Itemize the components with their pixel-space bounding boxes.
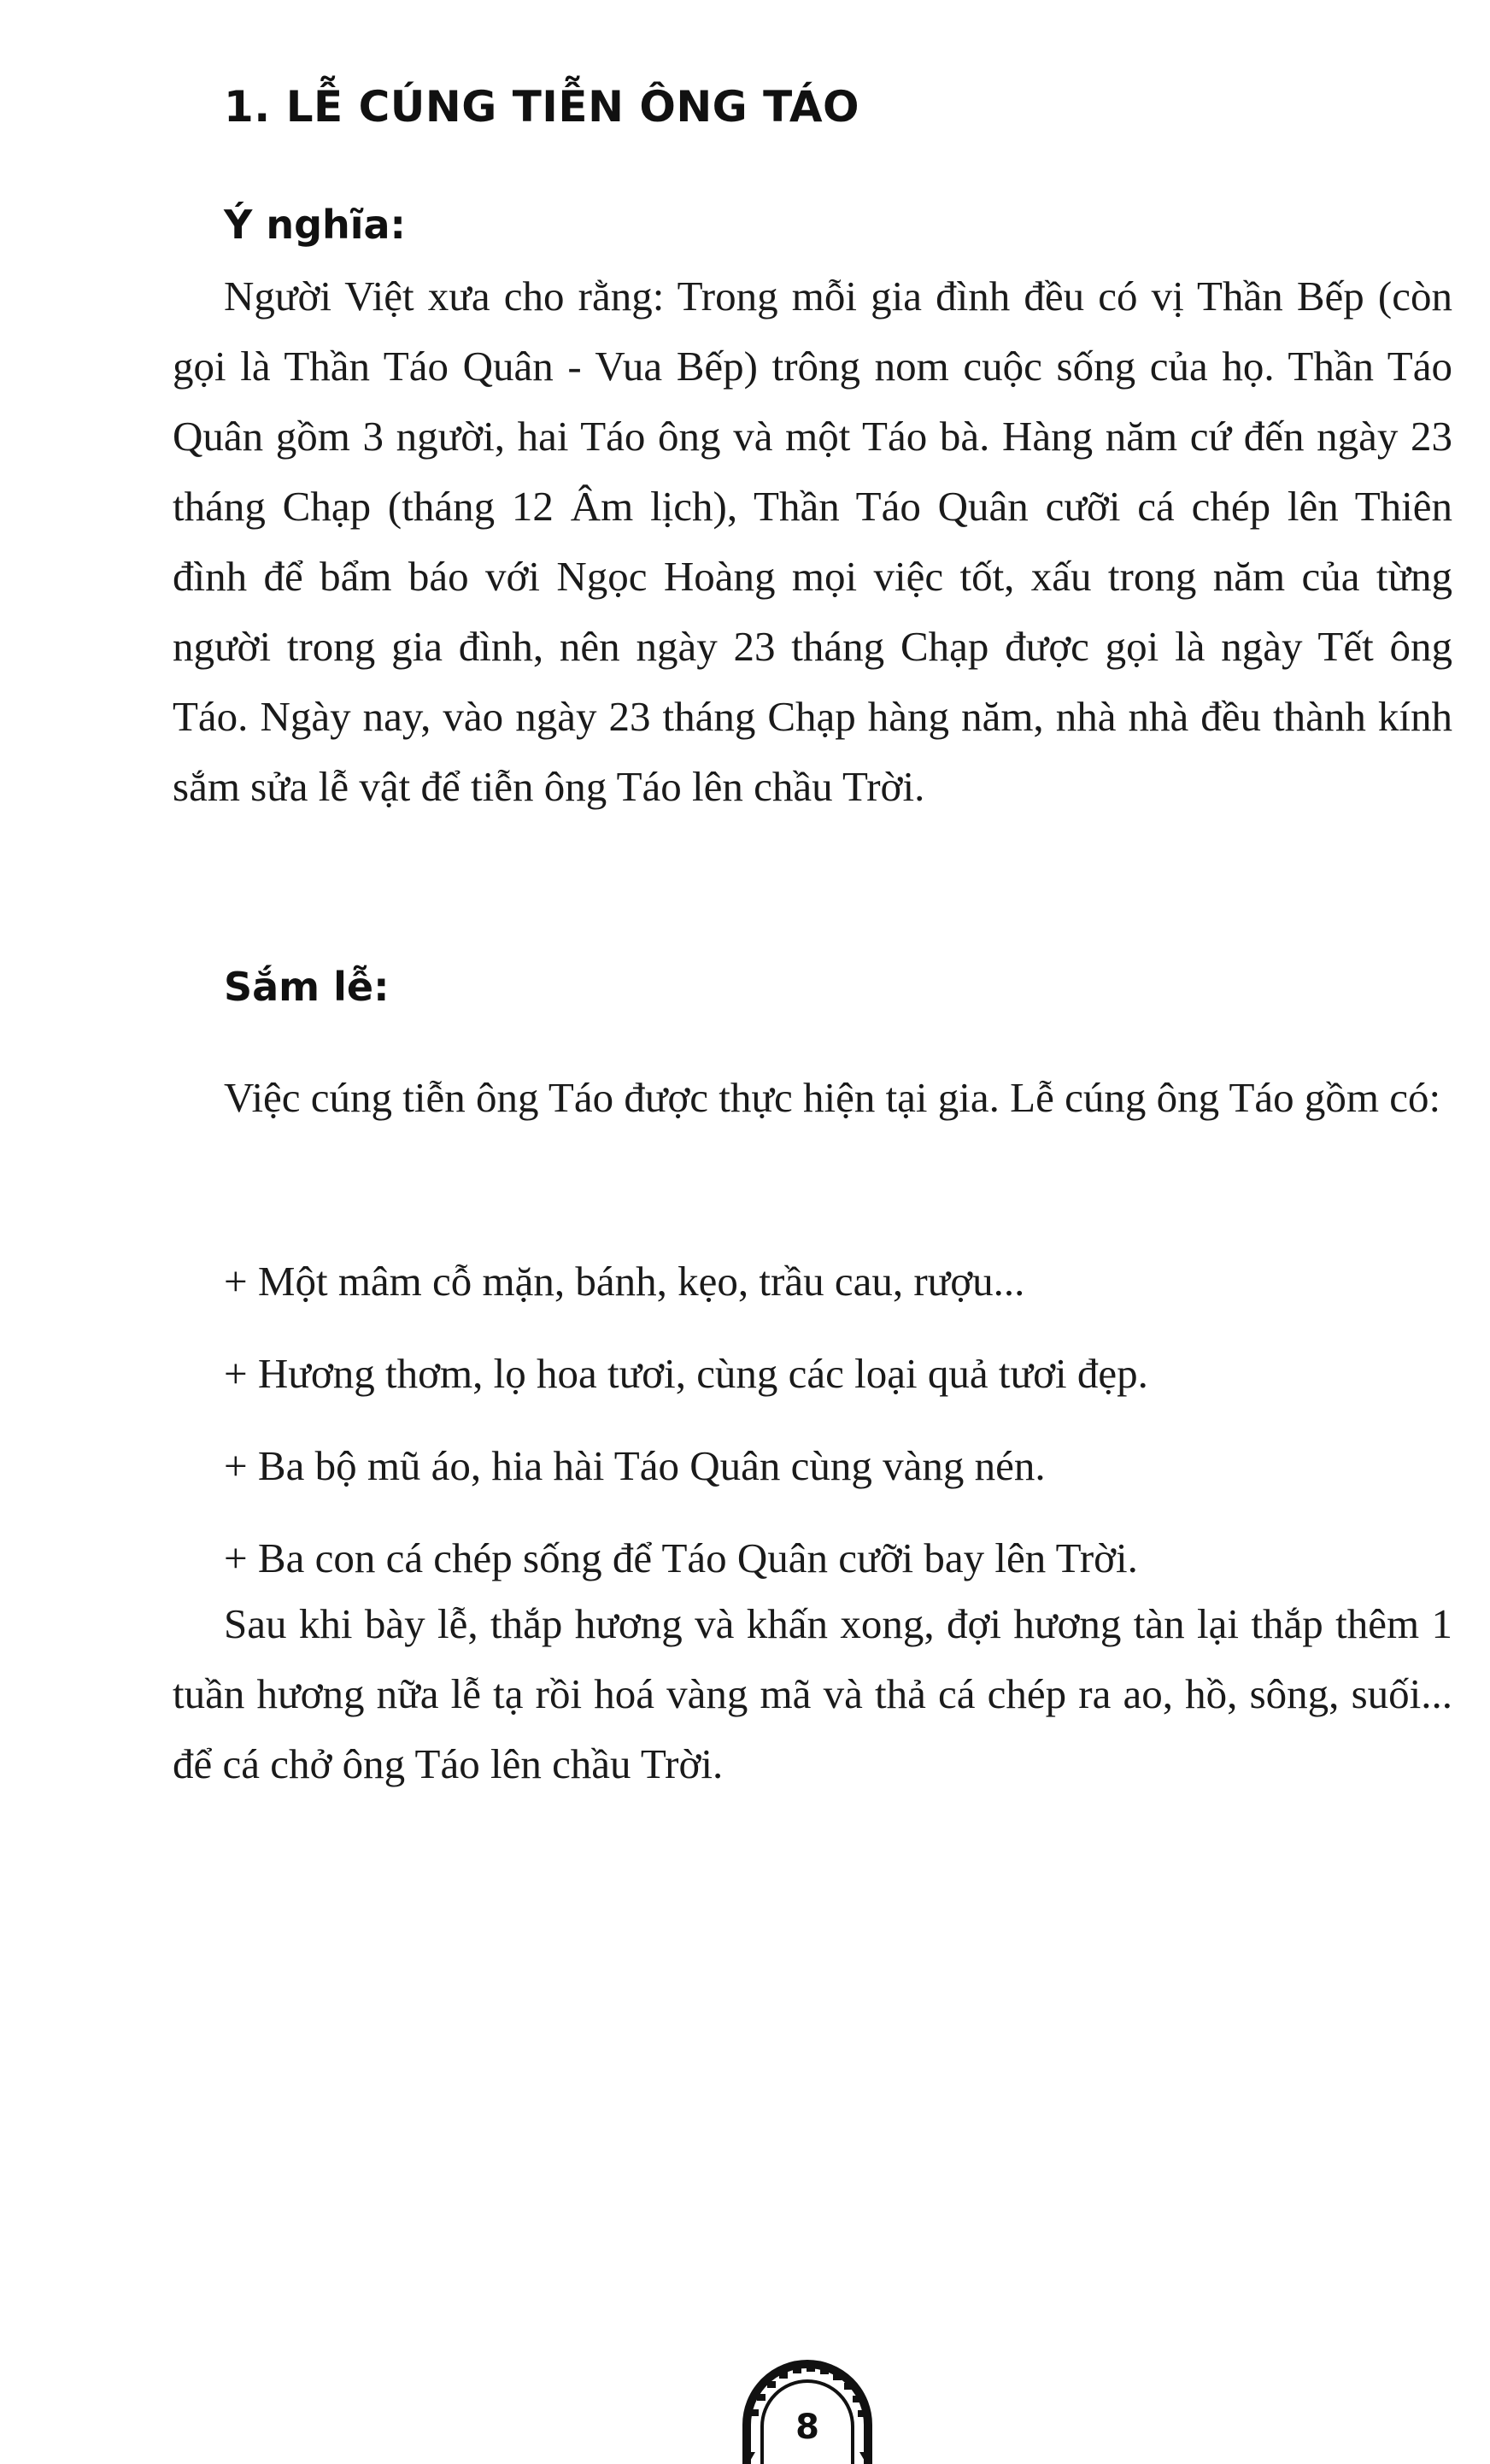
meaning-paragraph: Người Việt xưa cho rằng: Trong mỗi gia đình đều có vị Thần Bếp (còn gọi là Thần Táo Quân - Vua Bếp) trông nom cuộc sống của họ. Thần Táo Quân gồm 3 người, hai Táo ông và một Táo bà. Hàng năm cứ đến ngày 23 tháng Chạp (tháng 12 Âm lịch), Thần Táo Quân cưỡi cá chép lên Thiên đình để bẩm báo với Ngọc Hoàng mọi việc tốt, xấu trong năm của từng người trong gia đình, nên ngày 23 tháng Chạp được gọi là ngày Tết ông Táo. Ngày nay, vào ngày 23 tháng Chạp hàng năm, nhà nhà đều thành kính sắm sửa lễ vật để tiễn ông Táo lên chầu Trời. [173, 273, 1452, 810]
section-heading-offerings: Sắm lễ: [224, 964, 390, 1010]
page-number: 8 [795, 2408, 819, 2447]
offerings-list [224, 1235, 1454, 1605]
section-heading-meaning: Ý nghĩa: [224, 202, 406, 248]
offerings-intro-paragraph: Việc cúng tiễn ông Táo được thực hiện tại gia. Lễ cúng ông Táo gồm có: [224, 1074, 1441, 1121]
list-item: + Một mâm cỗ mặn, bánh, kẹo, trầu cau, rượu... [224, 1258, 1025, 1305]
closing-paragraph: Sau khi bày lễ, thắp hương và khấn xong, đợi hương tàn lại thắp thêm 1 tuần hương nữa lễ tạ rồi hoá vàng mã và thả cá chép ra ao, hồ, sông, suối... để cá chở ông Táo lên chầu Trời. [173, 1600, 1452, 1787]
list-item: + Hương thơm, lọ hoa tươi, cùng các loại quả tươi đẹp. [224, 1350, 1148, 1397]
list-item: + Ba con cá chép sống để Táo Quân cưỡi bay lên Trời. [224, 1534, 1138, 1581]
chapter-title: 1. LỄ CÚNG TIỄN ÔNG TÁO [224, 82, 860, 132]
list-item: + Ba bộ mũ áo, hia hài Táo Quân cùng vàng nén. [224, 1442, 1046, 1489]
